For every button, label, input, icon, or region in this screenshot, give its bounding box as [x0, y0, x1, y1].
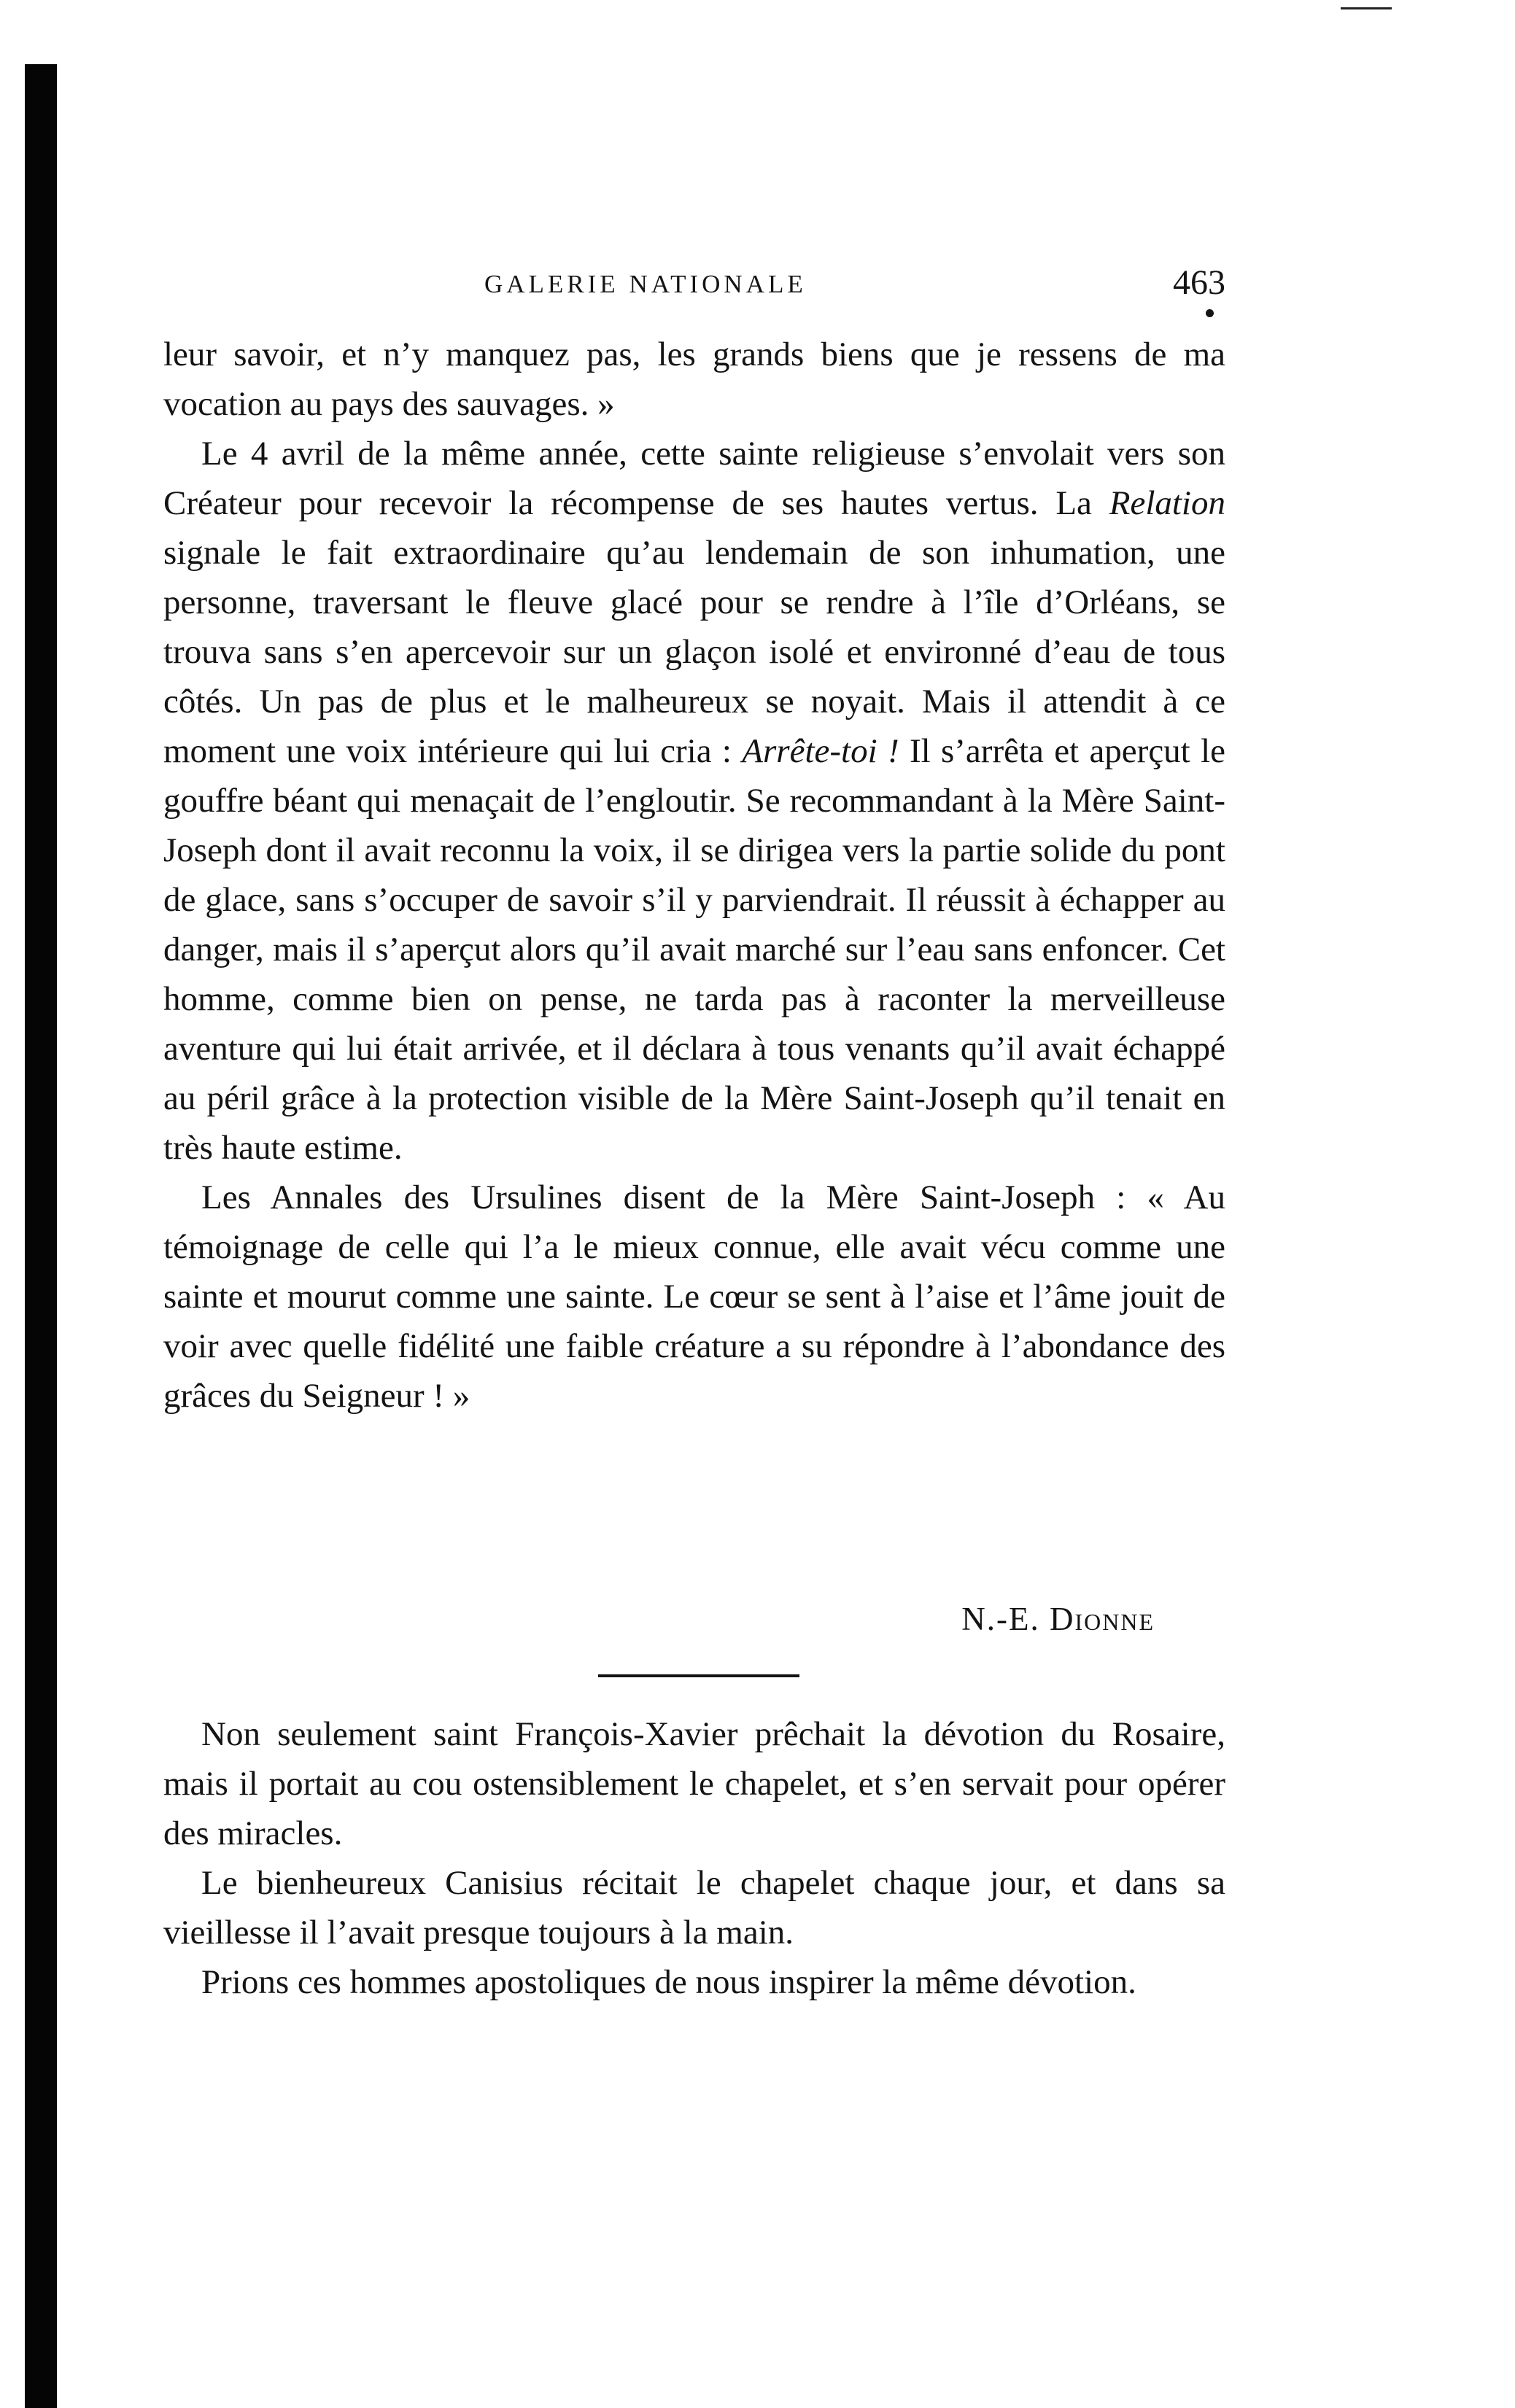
running-title: GALERIE NATIONALE [484, 270, 807, 298]
paragraph-miracle-part-3: Il s’arrêta et aperçut le gouffre béant qui menaçait de l’engloutir. Se recommandant à la Mère Saint-Joseph dont il avait reconnu la voix, il se dirigea vers la partie solide du pont de glace, sans s’occuper de savoir s’il y parviendrait. Il réussit à échapper au danger, mais il s’aperçut alors qu’il avait marché sur l’eau sans enfoncer. Cet homme, comme bien on pense, ne tarda pas à raconter la merveilleuse aventure qui lui était arrivée, et il déclara à tous venants qu’il avait échappé au péril grâce à la protection visible de la Mère Saint-Joseph qu’il tenait en très haute estime. [163, 732, 1225, 1167]
relation-title: Relation [1109, 484, 1225, 522]
note-paragraph-xavier: Non seulement saint François-Xavier prêchait la dévotion du Rosaire, mais il portait au cou ostensiblement le chapelet, et s’en servait pour opérer des miracles. [163, 1715, 1225, 1852]
author-signature: N.-E. Dionne [961, 1601, 1155, 1637]
page-dot [1206, 309, 1214, 317]
note-paragraph-canisius: Le bienheureux Canisius récitait le chapelet chaque jour, et dans sa vieillesse il l’avait presque toujours à la main. [163, 1864, 1225, 1951]
paragraph-annales: Les Annales des Ursulines disent de la Mère Saint-Joseph : « Au témoignage de celle qui l’a le mieux connue, elle avait vécu comme une sainte et mourut comme une sainte. Le cœur se sent à l’aise et l’âme jouit de voir avec quelle fidélité une faible créature a su répondre à l’abondance des grâces du Seigneur ! » [163, 1178, 1225, 1415]
book-binding-edge [25, 64, 57, 2408]
section-separator [598, 1674, 799, 1677]
inner-voice-cry: Arrête-toi ! [742, 732, 899, 770]
rosary-note [163, 1709, 1225, 2007]
page-number: 463 [1173, 263, 1225, 302]
scan-corner-rule [1341, 7, 1392, 9]
paragraph-miracle [163, 429, 1225, 1173]
paragraph-continuation: leur savoir, et n’y manquez pas, les grands biens que je ressens de ma vocation au pays des sauvages. » [163, 335, 1225, 423]
paragraph-miracle-part-1: Le 4 avril de la même année, cette sainte religieuse s’envolait vers son Créateur pour recevoir la récompense de ses hautes vertus. La [163, 435, 1225, 522]
paragraph-miracle-part-2: signale le fait extraordinaire qu’au lendemain de son inhumation, une personne, traversant le fleuve glacé pour se rendre à l’île d’Orléans, se trouva sans s’en apercevoir sur un glaçon isolé et environné d’eau de tous côtés. Un pas de plus et le malheureux se noyait. Mais il attendit à ce moment une voix intérieure qui lui cria : [163, 534, 1225, 770]
note-paragraph-prayer: Prions ces hommes apostoliques de nous inspirer la même dévotion. [201, 1963, 1136, 2001]
running-head [163, 263, 1225, 306]
article-body [163, 330, 1225, 1421]
